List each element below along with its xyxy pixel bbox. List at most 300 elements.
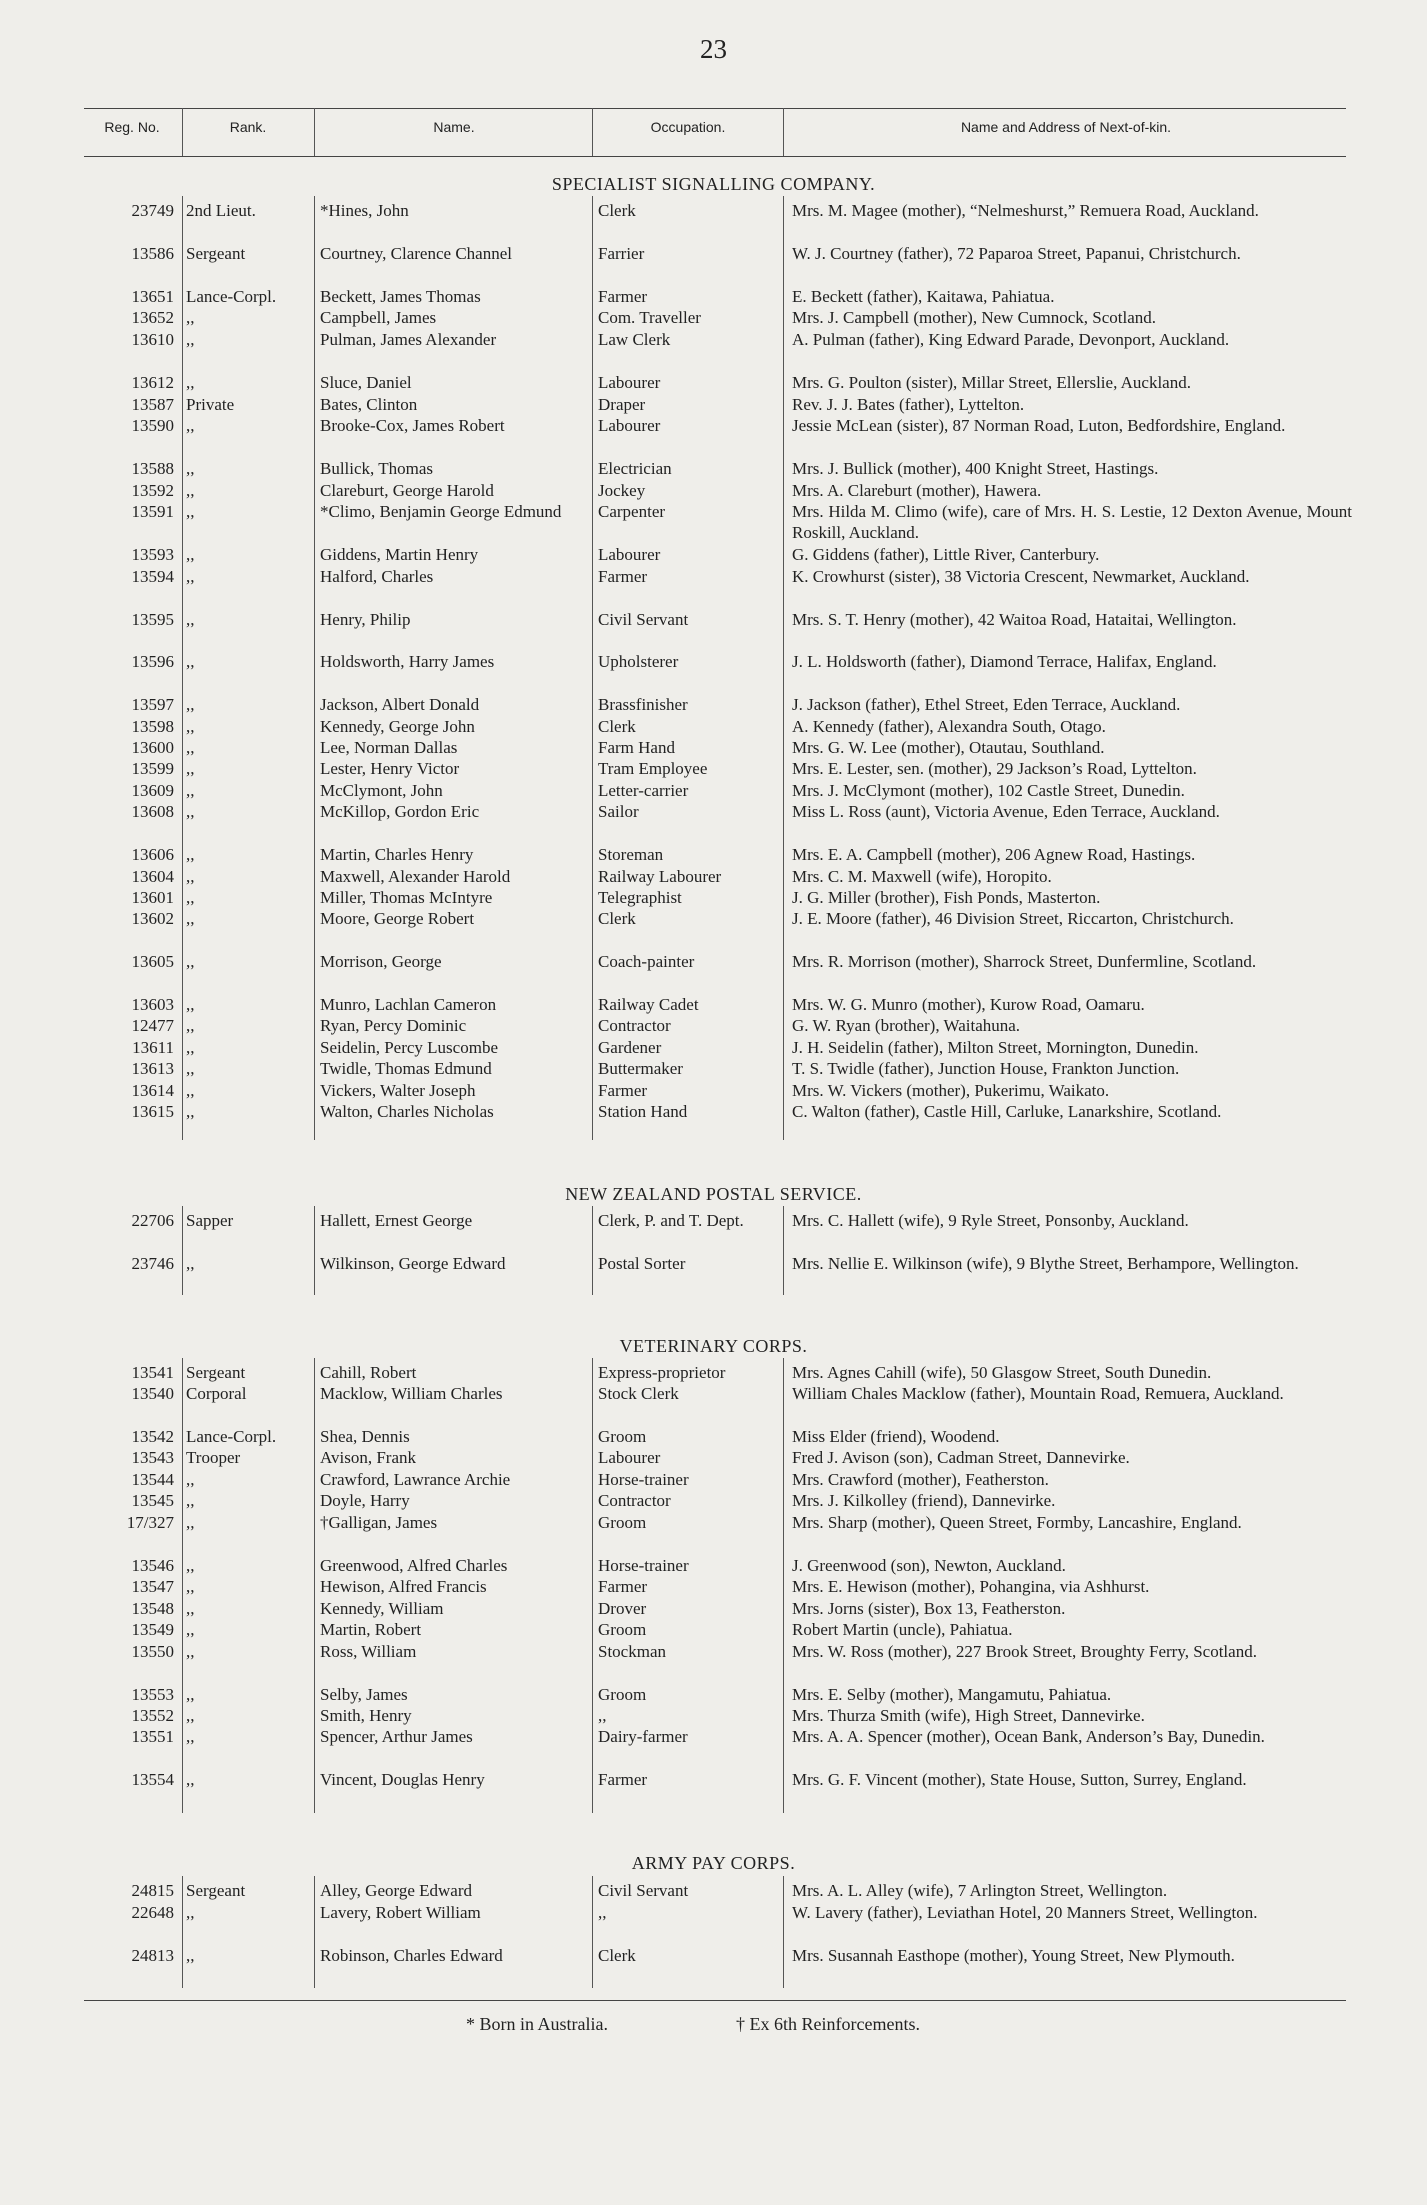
column-divider <box>783 196 784 1140</box>
next-of-kin-cell-text: Mrs. C. M. Maxwell (wife), Horopito. <box>792 867 1052 886</box>
occupation-cell-text: Groom <box>598 1620 647 1639</box>
reg-no-cell <box>84 501 174 522</box>
rank-cell <box>186 1598 296 1619</box>
next-of-kin-cell <box>792 372 1352 393</box>
next-of-kin-cell-text: Robert Martin (uncle), Pahiatua. <box>792 1620 1013 1639</box>
reg-no-cell <box>84 1598 174 1619</box>
occupation-cell-text: Drover <box>598 1599 647 1618</box>
next-of-kin-cell-text: Mrs. M. Magee (mother), “Nelmeshurst,” Remuera Road, Auckland. <box>792 201 1259 220</box>
rank-cell-text: ,, <box>186 952 195 971</box>
occupation-cell-text: Farmer <box>598 1081 648 1100</box>
reg-no-cell-text: 13603 <box>131 995 174 1014</box>
name-cell <box>320 307 580 328</box>
next-of-kin-cell <box>792 908 1352 929</box>
reg-no-cell-text: 23746 <box>131 1254 174 1273</box>
rank-cell <box>186 758 296 779</box>
rank-cell <box>186 1555 296 1576</box>
reg-no-cell-text: 23749 <box>131 201 174 220</box>
occupation-cell <box>598 1945 778 1966</box>
name-cell-text: Campbell, James <box>320 308 437 327</box>
reg-no-cell <box>84 329 174 350</box>
next-of-kin-cell-text: J. Jackson (father), Ethel Street, Eden Terrace, Auckland. <box>792 695 1181 714</box>
reg-no-cell-text: 13553 <box>131 1685 174 1704</box>
rank-cell <box>186 1512 296 1533</box>
reg-no-cell <box>84 394 174 415</box>
reg-no-cell-text: 13601 <box>131 888 174 907</box>
next-of-kin-cell <box>792 1641 1352 1662</box>
reg-no-cell-text: 17/327 <box>126 1513 174 1532</box>
occupation-cell <box>598 1383 778 1404</box>
rank-cell <box>186 200 296 221</box>
name-cell-text: Maxwell, Alexander Harold <box>320 867 511 886</box>
name-cell <box>320 1447 580 1468</box>
reg-no-cell-text: 24813 <box>131 1946 174 1965</box>
reg-no-cell <box>84 1705 174 1726</box>
next-of-kin-cell <box>792 286 1352 307</box>
name-cell-text: Vincent, Douglas Henry <box>320 1770 485 1789</box>
occupation-cell <box>598 286 778 307</box>
name-cell <box>320 609 580 630</box>
name-cell <box>320 1555 580 1576</box>
reg-no-cell <box>84 1769 174 1790</box>
reg-no-cell-text: 13613 <box>131 1059 174 1078</box>
reg-no-cell-text: 13600 <box>131 738 174 757</box>
rank-cell-text: Lance-Corpl. <box>186 287 277 306</box>
next-of-kin-cell-text: Jessie McLean (sister), 87 Norman Road, Luton, Bedfordshire, England. <box>792 416 1286 435</box>
occupation-cell <box>598 1880 778 1901</box>
reg-no-cell-text: 13652 <box>131 308 174 327</box>
section-title: ARMY PAY CORPS. <box>631 1853 796 1873</box>
rank-cell <box>186 1383 296 1404</box>
name-cell-text: Miller, Thomas McIntyre <box>320 888 493 907</box>
occupation-cell <box>598 609 778 630</box>
reg-no-cell <box>84 1037 174 1058</box>
name-cell-text: Courtney, Clarence Channel <box>320 244 512 263</box>
occupation-cell <box>598 1469 778 1490</box>
rank-cell-text: ,, <box>186 867 195 886</box>
occupation-cell-text: Farrier <box>598 244 645 263</box>
name-cell-text: Martin, Robert <box>320 1620 422 1639</box>
rank-cell-text: ,, <box>186 545 195 564</box>
next-of-kin-cell-text: Mrs. Nellie E. Wilkinson (wife), 9 Blythe Street, Berhampore, Wellington. <box>792 1254 1299 1273</box>
rank-cell-text: 2nd Lieut. <box>186 201 256 220</box>
column-divider <box>314 1358 315 1813</box>
occupation-cell <box>598 307 778 328</box>
name-cell-text: Cahill, Robert <box>320 1363 417 1382</box>
name-cell <box>320 1210 580 1231</box>
occupation-cell-text: Civil Servant <box>598 610 689 629</box>
rank-cell-text: ,, <box>186 567 195 586</box>
section-title: SPECIALIST SIGNALLING COMPANY. <box>551 174 876 194</box>
occupation-cell <box>598 994 778 1015</box>
occupation-cell <box>598 758 778 779</box>
rank-cell-text: ,, <box>186 652 195 671</box>
reg-no-cell <box>84 1362 174 1383</box>
next-of-kin-cell-text: Mrs. W. Vickers (mother), Pukerimu, Waikato. <box>792 1081 1110 1100</box>
footnote-ex-6th: † Ex 6th Reinforcements. <box>736 2014 920 2034</box>
reg-no-cell <box>84 908 174 929</box>
rank-cell-text: ,, <box>186 610 195 629</box>
rank-cell-text: Sergeant <box>186 244 246 263</box>
next-of-kin-cell-text: Mrs. R. Morrison (mother), Sharrock Street, Dunfermline, Scotland. <box>792 952 1257 971</box>
name-cell <box>320 694 580 715</box>
name-cell <box>320 1015 580 1036</box>
occupation-cell <box>598 1037 778 1058</box>
occupation-cell <box>598 243 778 264</box>
rank-cell <box>186 1902 296 1923</box>
reg-no-cell <box>84 372 174 393</box>
occupation-cell-text: Jockey <box>598 481 646 500</box>
rank-cell-text: Lance-Corpl. <box>186 1427 277 1446</box>
rank-cell <box>186 329 296 350</box>
occupation-cell-text: Clerk <box>598 909 636 928</box>
next-of-kin-cell-text: Mrs. Susannah Easthope (mother), Young Street, New Plymouth. <box>792 1946 1235 1965</box>
name-cell <box>320 1641 580 1662</box>
occupation-cell-text: Horse-trainer <box>598 1470 689 1489</box>
occupation-cell <box>598 1726 778 1747</box>
next-of-kin-cell <box>792 1902 1352 1923</box>
occupation-cell-text: Railway Cadet <box>598 995 699 1014</box>
occupation-cell-text: Groom <box>598 1427 647 1446</box>
reg-no-cell-text: 13591 <box>131 502 174 521</box>
rank-cell-text: ,, <box>186 1599 195 1618</box>
name-cell <box>320 501 580 522</box>
next-of-kin-cell <box>792 1037 1352 1058</box>
occupation-cell <box>598 1080 778 1101</box>
name-cell <box>320 372 580 393</box>
next-of-kin-cell <box>792 1684 1352 1705</box>
name-cell <box>320 1362 580 1383</box>
next-of-kin-cell-text: K. Crowhurst (sister), 38 Victoria Crescent, Newmarket, Auckland. <box>792 567 1250 586</box>
rank-cell <box>186 780 296 801</box>
rank-cell-text: ,, <box>186 1081 195 1100</box>
next-of-kin-cell-text: Mrs. Thurza Smith (wife), High Street, Dannevirke. <box>792 1706 1145 1725</box>
reg-no-cell <box>84 1426 174 1447</box>
next-of-kin-cell <box>792 1015 1352 1036</box>
header-divider <box>182 108 183 156</box>
rank-cell <box>186 1447 296 1468</box>
name-cell-text: Ryan, Percy Dominic <box>320 1016 467 1035</box>
name-cell <box>320 1880 580 1901</box>
name-cell-text: Robinson, Charles Edward <box>320 1946 503 1965</box>
rank-cell <box>186 737 296 758</box>
next-of-kin-cell-text: Mrs. G. F. Vincent (mother), State House, Sutton, Surrey, England. <box>792 1770 1247 1789</box>
next-of-kin-cell <box>792 1945 1352 1966</box>
name-cell-text: Hallett, Ernest George <box>320 1211 473 1230</box>
column-divider <box>783 1876 784 1988</box>
rank-cell-text: ,, <box>186 1685 195 1704</box>
rank-cell <box>186 844 296 865</box>
name-cell <box>320 1469 580 1490</box>
next-of-kin-cell <box>792 1058 1352 1079</box>
next-of-kin-cell <box>792 1362 1352 1383</box>
column-divider <box>182 196 183 1140</box>
occupation-cell <box>598 1447 778 1468</box>
name-cell <box>320 1945 580 1966</box>
reg-no-cell-text: 13545 <box>131 1491 174 1510</box>
occupation-cell-text: Draper <box>598 395 646 414</box>
rank-cell <box>186 1641 296 1662</box>
reg-no-cell <box>84 480 174 501</box>
name-cell-text: Selby, James <box>320 1685 408 1704</box>
next-of-kin-cell-text: W. J. Courtney (father), 72 Paparoa Street, Papanui, Christchurch. <box>792 244 1241 263</box>
occupation-cell <box>598 1101 778 1122</box>
column-divider <box>592 1206 593 1295</box>
reg-no-cell-text: 13548 <box>131 1599 174 1618</box>
next-of-kin-cell-text: Mrs. E. Selby (mother), Mangamutu, Pahiatua. <box>792 1685 1112 1704</box>
next-of-kin-cell <box>792 716 1352 737</box>
occupation-cell-text: Clerk <box>598 201 636 220</box>
rank-cell <box>186 994 296 1015</box>
occupation-cell-text: Labourer <box>598 373 661 392</box>
reg-no-cell <box>84 1684 174 1705</box>
occupation-cell-text: Clerk <box>598 717 636 736</box>
header-top-rule <box>84 108 1346 109</box>
name-cell <box>320 908 580 929</box>
next-of-kin-cell-text: G. Giddens (father), Little River, Canterbury. <box>792 545 1100 564</box>
rank-cell-text: ,, <box>186 330 195 349</box>
rank-cell <box>186 480 296 501</box>
page-number: 23 <box>700 34 727 64</box>
reg-no-cell <box>84 544 174 565</box>
rank-cell-text: ,, <box>186 1727 195 1746</box>
column-divider <box>314 196 315 1140</box>
reg-no-cell-text: 13592 <box>131 481 174 500</box>
name-cell <box>320 329 580 350</box>
next-of-kin-cell-text: J. G. Miller (brother), Fish Ponds, Masterton. <box>792 888 1101 907</box>
occupation-cell-text: Carpenter <box>598 502 666 521</box>
next-of-kin-cell-text: Mrs. C. Hallett (wife), 9 Ryle Street, Ponsonby, Auckland. <box>792 1211 1189 1230</box>
name-cell-text: Doyle, Harry <box>320 1491 410 1510</box>
next-of-kin-cell <box>792 1469 1352 1490</box>
reg-no-cell-text: 13549 <box>131 1620 174 1639</box>
next-of-kin-cell <box>792 780 1352 801</box>
next-of-kin-cell <box>792 480 1352 501</box>
rank-cell-text: ,, <box>186 738 195 757</box>
occupation-cell <box>598 1555 778 1576</box>
occupation-cell-text: Farmer <box>598 1577 648 1596</box>
reg-no-cell-text: 13590 <box>131 416 174 435</box>
name-cell <box>320 394 580 415</box>
occupation-cell <box>598 780 778 801</box>
occupation-cell-text: Coach-painter <box>598 952 695 971</box>
rank-cell <box>186 694 296 715</box>
next-of-kin-cell-text: Mrs. Sharp (mother), Queen Street, Formby, Lancashire, England. <box>792 1513 1242 1532</box>
rank-cell-text: ,, <box>186 781 195 800</box>
rank-cell-text: ,, <box>186 1470 195 1489</box>
rank-cell-text: Trooper <box>186 1448 241 1467</box>
reg-no-cell-text: 13546 <box>131 1556 174 1575</box>
rank-cell <box>186 1210 296 1231</box>
next-of-kin-cell <box>792 415 1352 436</box>
name-cell-text: Kennedy, George John <box>320 717 475 736</box>
occupation-cell-text: Upholsterer <box>598 652 679 671</box>
reg-no-cell-text: 13609 <box>131 781 174 800</box>
occupation-cell <box>598 1210 778 1231</box>
rank-cell <box>186 716 296 737</box>
column-divider <box>783 1206 784 1295</box>
rank-cell-text: ,, <box>186 1513 195 1532</box>
occupation-cell-text: Farmer <box>598 1770 648 1789</box>
name-cell-text: Pulman, James Alexander <box>320 330 497 349</box>
name-cell-text: Crawford, Lawrance Archie <box>320 1470 511 1489</box>
occupation-cell-text: Gardener <box>598 1038 662 1057</box>
rank-cell-text: ,, <box>186 1706 195 1725</box>
column-divider <box>314 1876 315 1988</box>
name-cell-text: Lee, Norman Dallas <box>320 738 458 757</box>
reg-no-cell <box>84 887 174 908</box>
reg-no-cell-text: 13547 <box>131 1577 174 1596</box>
rank-cell <box>186 801 296 822</box>
reg-no-cell <box>84 1619 174 1640</box>
next-of-kin-cell <box>792 458 1352 479</box>
rank-cell <box>186 1362 296 1383</box>
next-of-kin-cell-text: J. H. Seidelin (father), Milton Street, Mornington, Dunedin. <box>792 1038 1199 1057</box>
next-of-kin-cell-text: W. Lavery (father), Leviathan Hotel, 20 Manners Street, Wellington. <box>792 1903 1258 1922</box>
next-of-kin-cell-text: J. E. Moore (father), 46 Division Street, Riccarton, Christchurch. <box>792 909 1234 928</box>
rank-cell <box>186 1490 296 1511</box>
name-cell <box>320 286 580 307</box>
occupation-cell-text: Contractor <box>598 1491 671 1510</box>
header-next-of-kin: Name and Address of Next-of-kin. <box>960 119 1172 135</box>
next-of-kin-cell <box>792 1080 1352 1101</box>
next-of-kin-cell-text: A. Kennedy (father), Alexandra South, Otago. <box>792 717 1106 736</box>
reg-no-cell-text: 22706 <box>131 1211 174 1230</box>
reg-no-cell-text: 13554 <box>131 1770 174 1789</box>
name-cell <box>320 758 580 779</box>
next-of-kin-cell-text: Mrs. J. McClymont (mother), 102 Castle Street, Dunedin. <box>792 781 1185 800</box>
name-cell-text: Lavery, Robert William <box>320 1903 481 1922</box>
reg-no-cell-text: 13541 <box>131 1363 174 1382</box>
column-divider <box>783 1358 784 1813</box>
name-cell-text: Twidle, Thomas Edmund <box>320 1059 492 1078</box>
occupation-cell-text: Contractor <box>598 1016 671 1035</box>
name-cell <box>320 844 580 865</box>
name-cell <box>320 480 580 501</box>
reg-no-cell-text: 13615 <box>131 1102 174 1121</box>
rank-cell <box>186 1769 296 1790</box>
reg-no-cell-text: 12477 <box>131 1016 174 1035</box>
name-cell-text: Hewison, Alfred Francis <box>320 1577 487 1596</box>
reg-no-cell <box>84 1555 174 1576</box>
rank-cell <box>186 908 296 929</box>
next-of-kin-cell <box>792 994 1352 1015</box>
occupation-cell <box>598 866 778 887</box>
occupation-cell <box>598 1362 778 1383</box>
next-of-kin-cell <box>792 501 1352 543</box>
occupation-cell-text: Electrician <box>598 459 672 478</box>
rank-cell <box>186 1469 296 1490</box>
reg-no-cell <box>84 1902 174 1923</box>
rank-cell-text: ,, <box>186 1577 195 1596</box>
reg-no-cell-text: 13608 <box>131 802 174 821</box>
reg-no-cell-text: 13598 <box>131 717 174 736</box>
rank-cell-text: ,, <box>186 1642 195 1661</box>
occupation-cell <box>598 1641 778 1662</box>
reg-no-cell-text: 13594 <box>131 567 174 586</box>
rank-cell <box>186 1058 296 1079</box>
name-cell-text: Seidelin, Percy Luscombe <box>320 1038 498 1057</box>
reg-no-cell-text: 13602 <box>131 909 174 928</box>
name-cell-text: Munro, Lachlan Cameron <box>320 995 497 1014</box>
reg-no-cell <box>84 994 174 1015</box>
rank-cell <box>186 887 296 908</box>
next-of-kin-cell <box>792 1253 1352 1274</box>
name-cell-text: Morrison, George <box>320 952 442 971</box>
reg-no-cell <box>84 1576 174 1597</box>
column-divider <box>592 1358 593 1813</box>
section-title: VETERINARY CORPS. <box>619 1336 808 1356</box>
name-cell-text: Moore, George Robert <box>320 909 475 928</box>
reg-no-cell <box>84 951 174 972</box>
reg-no-cell <box>84 200 174 221</box>
rank-cell <box>186 307 296 328</box>
reg-no-cell-text: 13587 <box>131 395 174 414</box>
rank-cell-text: ,, <box>186 1016 195 1035</box>
rank-cell-text: ,, <box>186 1038 195 1057</box>
reg-no-cell-text: 13540 <box>131 1384 174 1403</box>
rank-cell <box>186 243 296 264</box>
name-cell-text: Vickers, Walter Joseph <box>320 1081 476 1100</box>
reg-no-cell-text: 13599 <box>131 759 174 778</box>
occupation-cell <box>598 1619 778 1640</box>
rank-cell-text: Corporal <box>186 1384 247 1403</box>
rank-cell <box>186 609 296 630</box>
name-cell-text: Shea, Dennis <box>320 1427 410 1446</box>
reg-no-cell <box>84 1101 174 1122</box>
name-cell-text: Spencer, Arthur James <box>320 1727 473 1746</box>
occupation-cell <box>598 887 778 908</box>
occupation-cell <box>598 394 778 415</box>
rank-cell-text: ,, <box>186 1102 195 1121</box>
rank-cell-text: Private <box>186 395 235 414</box>
occupation-cell <box>598 566 778 587</box>
rank-cell <box>186 1426 296 1447</box>
next-of-kin-cell <box>792 844 1352 865</box>
rank-cell <box>186 501 296 522</box>
name-cell-text: McClymont, John <box>320 781 443 800</box>
rank-cell <box>186 866 296 887</box>
name-cell-text: Henry, Philip <box>320 610 411 629</box>
reg-no-cell <box>84 1058 174 1079</box>
name-cell <box>320 544 580 565</box>
name-cell <box>320 1383 580 1404</box>
occupation-cell <box>598 737 778 758</box>
name-cell-text: McKillop, Gordon Eric <box>320 802 480 821</box>
reg-no-cell <box>84 1512 174 1533</box>
reg-no-cell-text: 13606 <box>131 845 174 864</box>
name-cell-text: Smith, Henry <box>320 1706 412 1725</box>
name-cell-text: Halford, Charles <box>320 567 434 586</box>
reg-no-cell <box>84 566 174 587</box>
reg-no-cell-text: 13612 <box>131 373 174 392</box>
reg-no-cell-text: 13551 <box>131 1727 174 1746</box>
name-cell <box>320 458 580 479</box>
rank-cell-text: ,, <box>186 1770 195 1789</box>
occupation-cell-text: Farmer <box>598 287 648 306</box>
name-cell <box>320 566 580 587</box>
rank-cell-text: ,, <box>186 416 195 435</box>
reg-no-cell-text: 13588 <box>131 459 174 478</box>
rank-cell <box>186 566 296 587</box>
header-bottom-rule <box>84 156 1346 157</box>
next-of-kin-cell-text: Mrs. A. A. Spencer (mother), Ocean Bank, Anderson’s Bay, Dunedin. <box>792 1727 1265 1746</box>
reg-no-cell <box>84 1945 174 1966</box>
next-of-kin-cell-text: William Chales Macklow (father), Mountain Road, Remuera, Auckland. <box>792 1384 1284 1403</box>
name-cell <box>320 887 580 908</box>
reg-no-cell-text: 13595 <box>131 610 174 629</box>
rank-cell <box>186 1726 296 1747</box>
